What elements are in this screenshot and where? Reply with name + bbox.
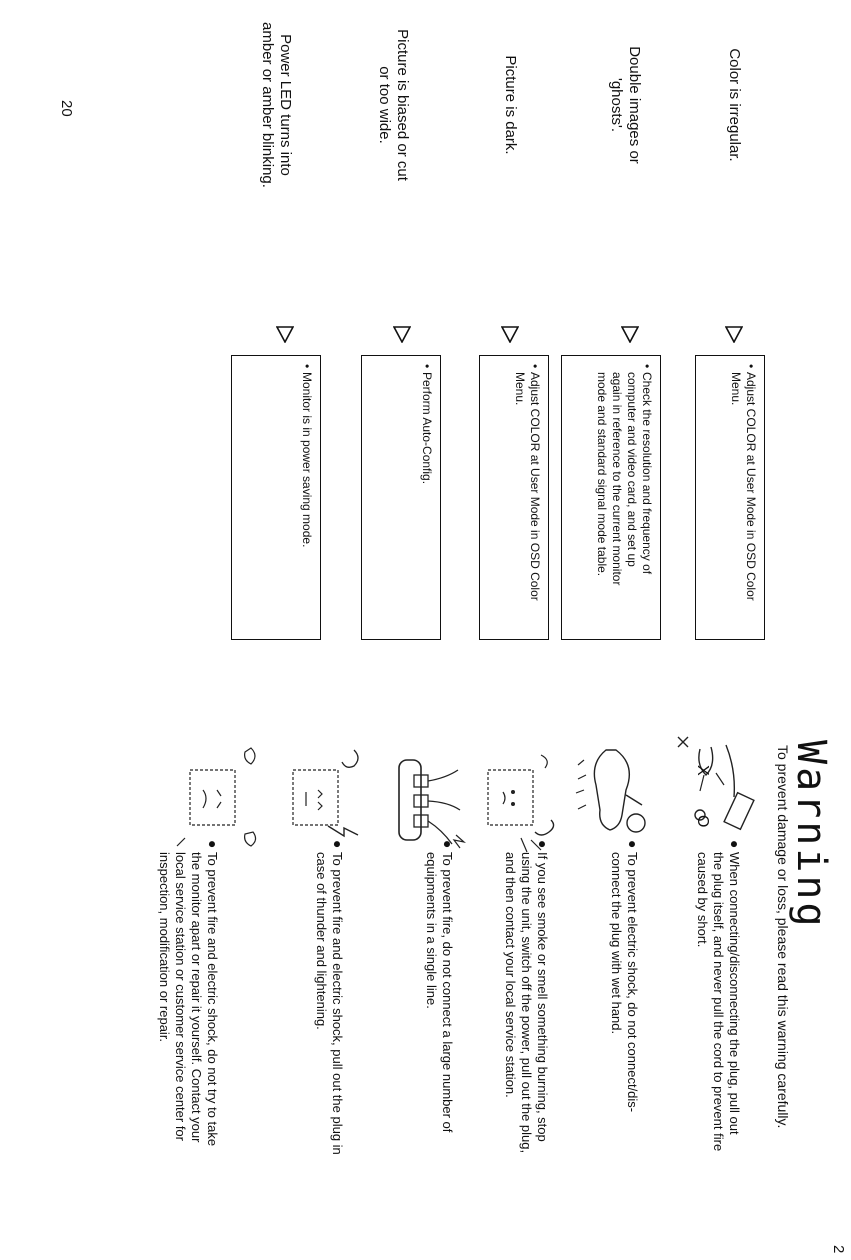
solution-box: •Perform Auto-Config. <box>361 355 441 640</box>
thunder-monitor-illustration <box>276 740 366 855</box>
disassembly-illustration <box>171 740 261 855</box>
warning-intro: To prevent damage or loss, please read this warning carefully. <box>775 745 791 1129</box>
smoking-monitor-illustration <box>471 740 561 855</box>
arrow-right-icon <box>621 325 639 343</box>
power-strip-illustration <box>376 740 466 855</box>
warning-item: ●To prevent fire, do not connect a large number of equipments in a single line. <box>424 840 456 1133</box>
symptom-label: Picture is dark. <box>502 55 519 155</box>
solution-box: •Adjust COLOR at User Mode in OSD Color Menu. <box>479 355 549 640</box>
plug-pull-illustration <box>666 725 756 840</box>
warning-item: ●To prevent fire and electric shock, do not try to take the monitor apart or repair it yourself. Contact your local service station or customer service center for inspection, modification or repair. <box>157 840 221 1147</box>
page-number-left: 20 <box>58 100 75 117</box>
wrong-mark: X <box>694 765 711 776</box>
warning-item: ●When connecting/disconnecting the plug, pull out the plug itself, and never pull the cord to prevent fire caused by short. <box>695 840 743 1152</box>
warning-item: ●To prevent fire and electric shock, pull out the plug in case of thunder and lightening. <box>314 840 346 1155</box>
solution-box: •Adjust COLOR at User Mode in OSD Color Menu. <box>695 355 765 640</box>
page-number-right: 2 <box>830 1245 847 1254</box>
correct-mark: O <box>694 815 711 828</box>
arrow-right-icon <box>276 325 294 343</box>
symptom-label: Color is irregular. <box>726 48 743 162</box>
warning-item: ●To prevent electric shock, do not connect/dis- connect the plug with wet hand. <box>609 840 641 1113</box>
arrow-right-icon <box>393 325 411 343</box>
arrow-right-icon <box>725 325 743 343</box>
symptom-label: Power LED turns into amber or amber blinking. <box>259 22 294 188</box>
symptom-label: Double images or 'ghosts'. <box>608 46 643 164</box>
symptom-label: Picture is biased or cut or too wide. <box>376 29 411 181</box>
warning-title: Warning <box>788 740 834 930</box>
solution-box: •Check the resolution and frequency of computer and video card, and set up again in reference to the current monitor mode and standard signal mode table. <box>561 355 661 640</box>
solution-box: •Monitor is in power saving mode. <box>231 355 321 640</box>
arrow-right-icon <box>501 325 519 343</box>
warning-item: ●If you see smoke or smell something burning, stop using the unit, switch off the power, pull out the plug, and then contact your local service station. <box>503 840 551 1154</box>
wet-hand-illustration <box>566 735 656 850</box>
